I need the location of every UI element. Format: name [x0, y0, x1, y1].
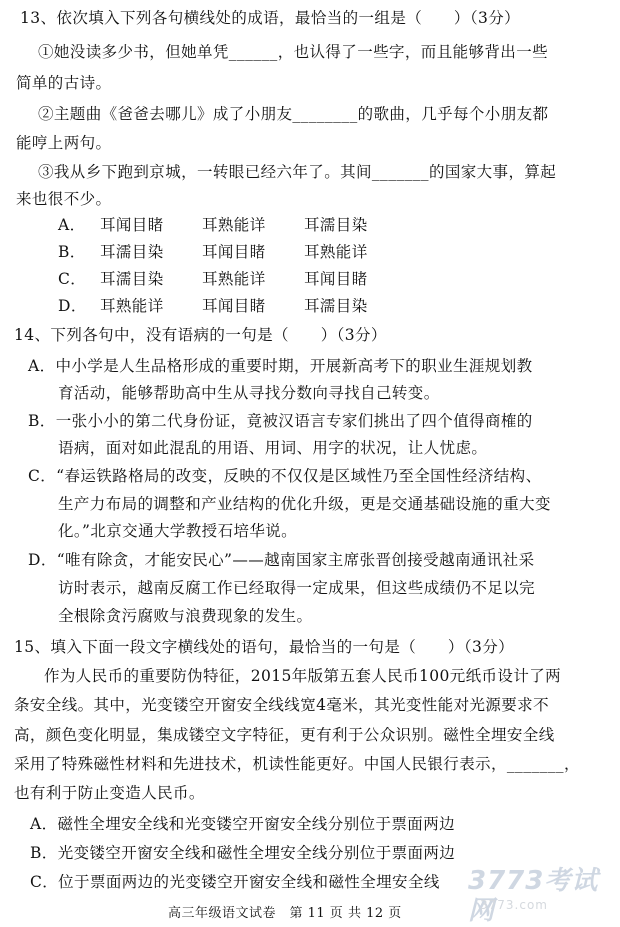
- option-item: 耳闻目睹: [202, 243, 266, 261]
- option-item: 耳濡目染: [304, 297, 368, 315]
- q13-sentence-1: ①她没读多少书，但她单凭______，也认得了一些字，而且能够背出一些: [38, 43, 549, 61]
- option-item: 耳濡目染: [304, 216, 368, 234]
- page-footer: 高三年级语文试卷 第 11 页 共 12 页: [168, 906, 402, 921]
- q13-option-d: [58, 296, 368, 316]
- q13-option-b: [58, 242, 368, 262]
- watermark-url: 3773.com: [480, 898, 548, 912]
- option-label: D．: [58, 297, 87, 315]
- option-label: A．: [58, 216, 86, 234]
- q15-passage-line: 采用了特殊磁性材料和先进技术，机读性能更好。中国人民银行表示，_______，: [14, 755, 580, 773]
- watermark-logo: 3773考试网: [468, 866, 599, 926]
- option-item: 耳熟能详: [100, 297, 164, 315]
- q15-passage-line: 也有利于防止变造人民币。: [14, 784, 205, 802]
- site-watermark: [468, 866, 618, 926]
- option-item: 耳濡目染: [100, 270, 164, 288]
- option-label: B．: [58, 243, 86, 261]
- q15-option-c: C．位于票面两边的光变镂空开窗安全线和磁性全埋安全线: [30, 873, 440, 891]
- option-item: 耳熟能详: [202, 216, 266, 234]
- q14-option-d-cont: 访时表示，越南反腐工作已经取得一定成果，但这些成绩仍不足以完: [58, 579, 536, 597]
- option-item: 耳熟能详: [202, 270, 266, 288]
- q13-sentence-3: ③我从乡下跑到京城，一转眼已经六年了。其间_______的国家大事，算起: [38, 163, 557, 181]
- q14-option-a-cont: 育活动，能够帮助高中生从寻找分数向寻找自己转变。: [58, 384, 440, 402]
- q14-option-d-cont2: 全根除贪污腐败与浪费现象的发生。: [58, 607, 313, 625]
- q13-option-c: [58, 269, 368, 289]
- q13-sentence-2-cont: 能哼上两句。: [16, 134, 112, 152]
- q14-option-d: D．“唯有除贪，才能安民心”——越南国家主席张晋创接受越南通讯社采: [28, 551, 535, 569]
- q15-stem: 15、填入下面一段文字横线处的语句，最恰当的一句是（ ）（3分）: [14, 638, 515, 656]
- q14-option-a: A．中小学是人生品格形成的重要时期，开展新高考下的职业生涯规划教: [28, 357, 533, 375]
- option-item: 耳濡目染: [100, 243, 164, 261]
- q15-passage-line: 高，颜色变化明显，集成镂空文字特征，更有利于公众识别。磁性全埋安全线: [14, 726, 555, 744]
- q13-sentence-3-cont: 来也很不少。: [16, 190, 112, 208]
- q15-option-b: B．光变镂空开窗安全线和磁性全埋安全线分别位于票面两边: [30, 844, 456, 862]
- q13-option-a: [58, 215, 368, 235]
- q14-option-b-cont: 语病，面对如此混乱的用语、用词、用字的状况，让人忧虑。: [58, 439, 488, 457]
- option-item: 耳闻目睹: [304, 270, 368, 288]
- q14-option-c-cont: 生产力布局的调整和产业结构的优化升级，更是交通基础设施的重大变: [58, 495, 551, 513]
- q15-passage-line: 作为人民币的重要防伪特征，2015年版第五套人民币100元纸币设计了两: [44, 667, 562, 685]
- q13-stem: 13、依次填入下列各句横线处的成语，最恰当的一组是（ ）（3分）: [20, 9, 521, 27]
- q15-passage-line: 条安全线。其中，光变镂空开窗安全线线宽4毫米，其光变性能对光源要求不: [14, 696, 549, 714]
- q15-option-a: A．磁性全埋安全线和光变镂空开窗安全线分别位于票面两边: [30, 815, 455, 833]
- option-label: C．: [58, 270, 87, 288]
- option-item: 耳闻目睹: [100, 216, 164, 234]
- q14-option-c: C．“春运铁路格局的改变，反映的不仅仅是区域性乃至全国性经济结构、: [28, 467, 542, 485]
- option-item: 耳熟能详: [304, 243, 368, 261]
- q14-stem: 14、下列各句中，没有语病的一句是（ ）（3分）: [14, 326, 387, 344]
- q14-option-b: B．一张小小的第二代身份证，竟被汉语言专家们挑出了四个值得商榷的: [28, 412, 533, 430]
- q13-sentence-2: ②主题曲《爸爸去哪儿》成了小朋友________的歌曲，几乎每个小朋友都: [38, 105, 549, 123]
- option-item: 耳闻目睹: [202, 297, 266, 315]
- q13-sentence-1-cont: 简单的古诗。: [16, 74, 112, 92]
- q14-option-c-cont2: 化。”北京交通大学教授石培华说。: [58, 522, 298, 540]
